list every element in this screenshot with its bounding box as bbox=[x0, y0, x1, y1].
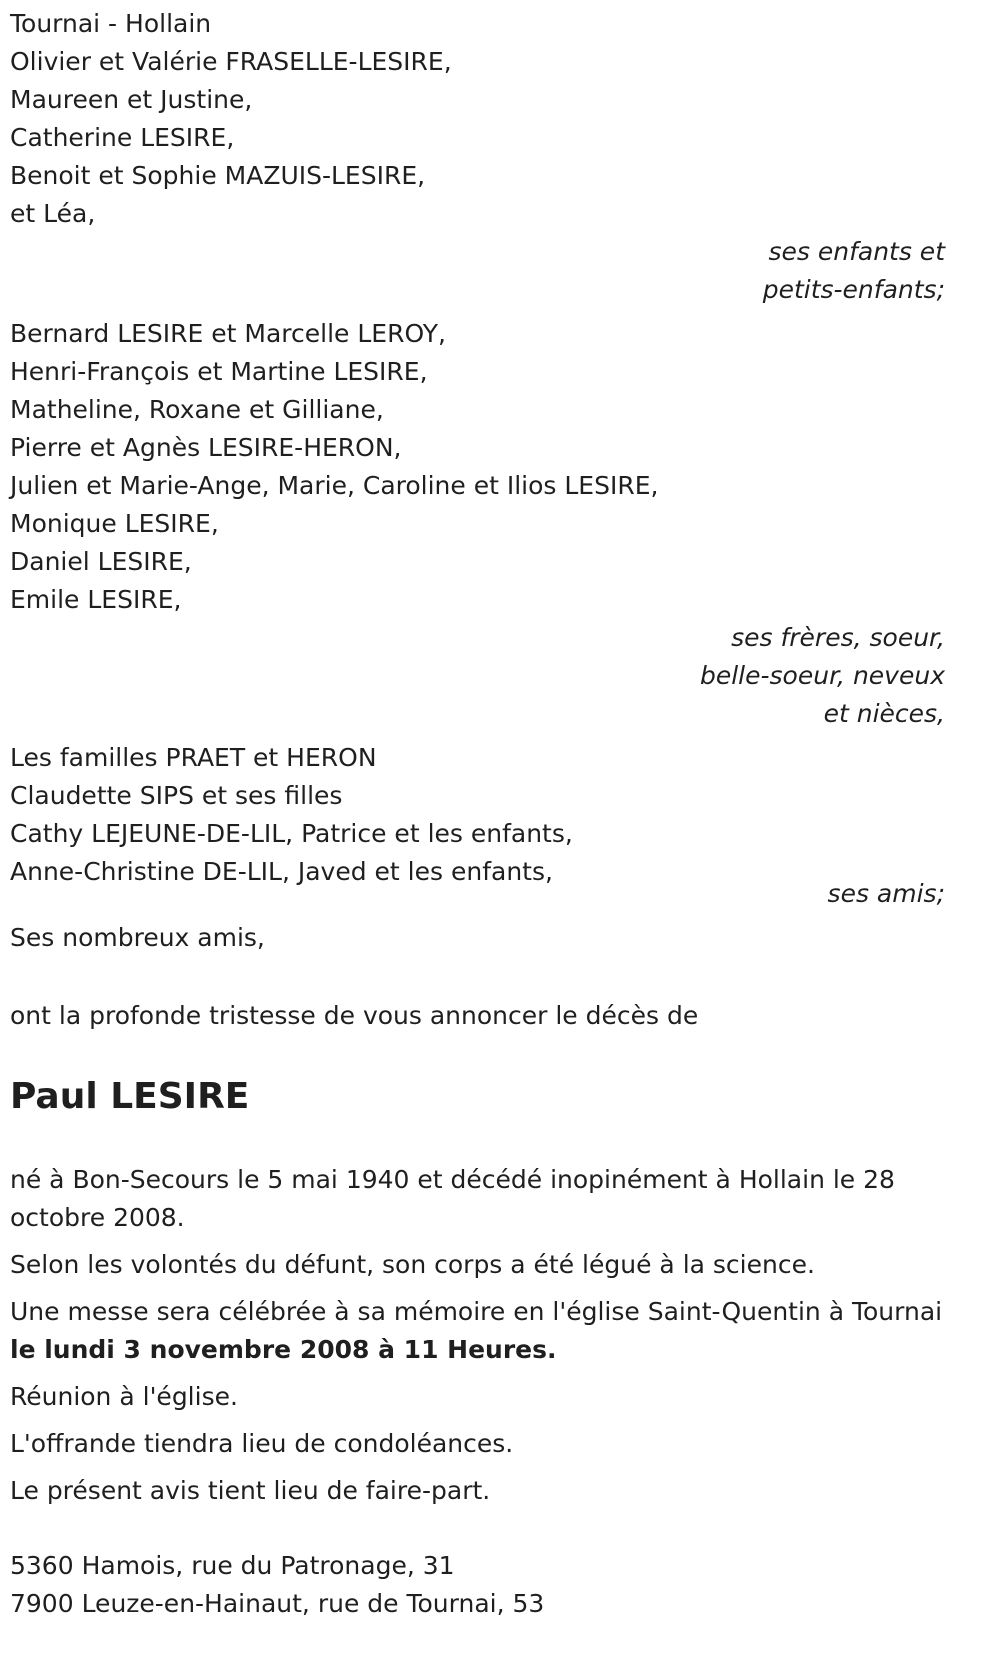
relation-label: belle-soeur, neveux bbox=[699, 661, 945, 690]
relation-label: ses amis; bbox=[827, 879, 945, 908]
family-line: Anne-Christine DE-LIL, Javed et les enfants, bbox=[10, 857, 553, 886]
family-line: Cathy LEJEUNE-DE-LIL, Patrice et les enfants, bbox=[10, 819, 573, 848]
children-group bbox=[10, 43, 945, 309]
family-line: Monique LESIRE, bbox=[10, 509, 219, 538]
family-line: Emile LESIRE, bbox=[10, 585, 182, 614]
family-line: et Léa, bbox=[10, 199, 96, 228]
relation-label: petits-enfants; bbox=[762, 275, 945, 304]
notice-paragraph: Le présent avis tient lieu de faire-part. bbox=[10, 1476, 491, 1505]
family-line: Catherine LESIRE, bbox=[10, 123, 235, 152]
mass-date: le lundi 3 novembre 2008 à 11 Heures. bbox=[10, 1335, 557, 1364]
family-line: Olivier et Valérie FRASELLE-LESIRE, bbox=[10, 47, 452, 76]
relation-label: ses enfants et bbox=[768, 237, 945, 266]
address-line: 5360 Hamois, rue du Patronage, 31 bbox=[10, 1551, 455, 1580]
mass-intro: Une messe sera célébrée à sa mémoire en l'église Saint-Quentin à Tournai bbox=[10, 1297, 943, 1326]
family-line: Henri-François et Martine LESIRE, bbox=[10, 357, 428, 386]
friends-group bbox=[10, 739, 945, 913]
birth-death-paragraph: né à Bon-Secours le 5 mai 1940 et décédé inopinément à Hollain le 28 octobre 2008. bbox=[10, 1165, 895, 1232]
family-line: Les familles PRAET et HERON bbox=[10, 743, 377, 772]
many-friends-line: Ses nombreux amis, bbox=[10, 923, 265, 952]
family-line: Daniel LESIRE, bbox=[10, 547, 192, 576]
relation-label: ses frères, soeur, bbox=[731, 623, 945, 652]
relation-label: et nièces, bbox=[823, 699, 945, 728]
mass-paragraph bbox=[10, 1293, 945, 1369]
address-line: 7900 Leuze-en-Hainaut, rue de Tournai, 53 bbox=[10, 1589, 545, 1618]
family-line: Bernard LESIRE et Marcelle LEROY, bbox=[10, 319, 446, 348]
family-line: Maureen et Justine, bbox=[10, 85, 253, 114]
announcement-text: ont la profonde tristesse de vous annoncer le décès de bbox=[10, 1001, 699, 1030]
family-line: Matheline, Roxane et Gilliane, bbox=[10, 395, 384, 424]
family-line: Pierre et Agnès LESIRE-HERON, bbox=[10, 433, 402, 462]
meeting-paragraph: Réunion à l'église. bbox=[10, 1382, 238, 1411]
family-line: Benoit et Sophie MAZUIS-LESIRE, bbox=[10, 161, 426, 190]
siblings-group bbox=[10, 315, 945, 733]
location-header: Tournai - Hollain bbox=[10, 9, 212, 38]
family-line: Claudette SIPS et ses filles bbox=[10, 781, 343, 810]
family-line: Julien et Marie-Ange, Marie, Caroline et Ilios LESIRE, bbox=[10, 471, 659, 500]
body-donation-paragraph: Selon les volontés du défunt, son corps a été légué à la science. bbox=[10, 1250, 815, 1279]
offering-paragraph: L'offrande tiendra lieu de condoléances. bbox=[10, 1429, 514, 1458]
deceased-name: Paul LESIRE bbox=[10, 1076, 250, 1117]
